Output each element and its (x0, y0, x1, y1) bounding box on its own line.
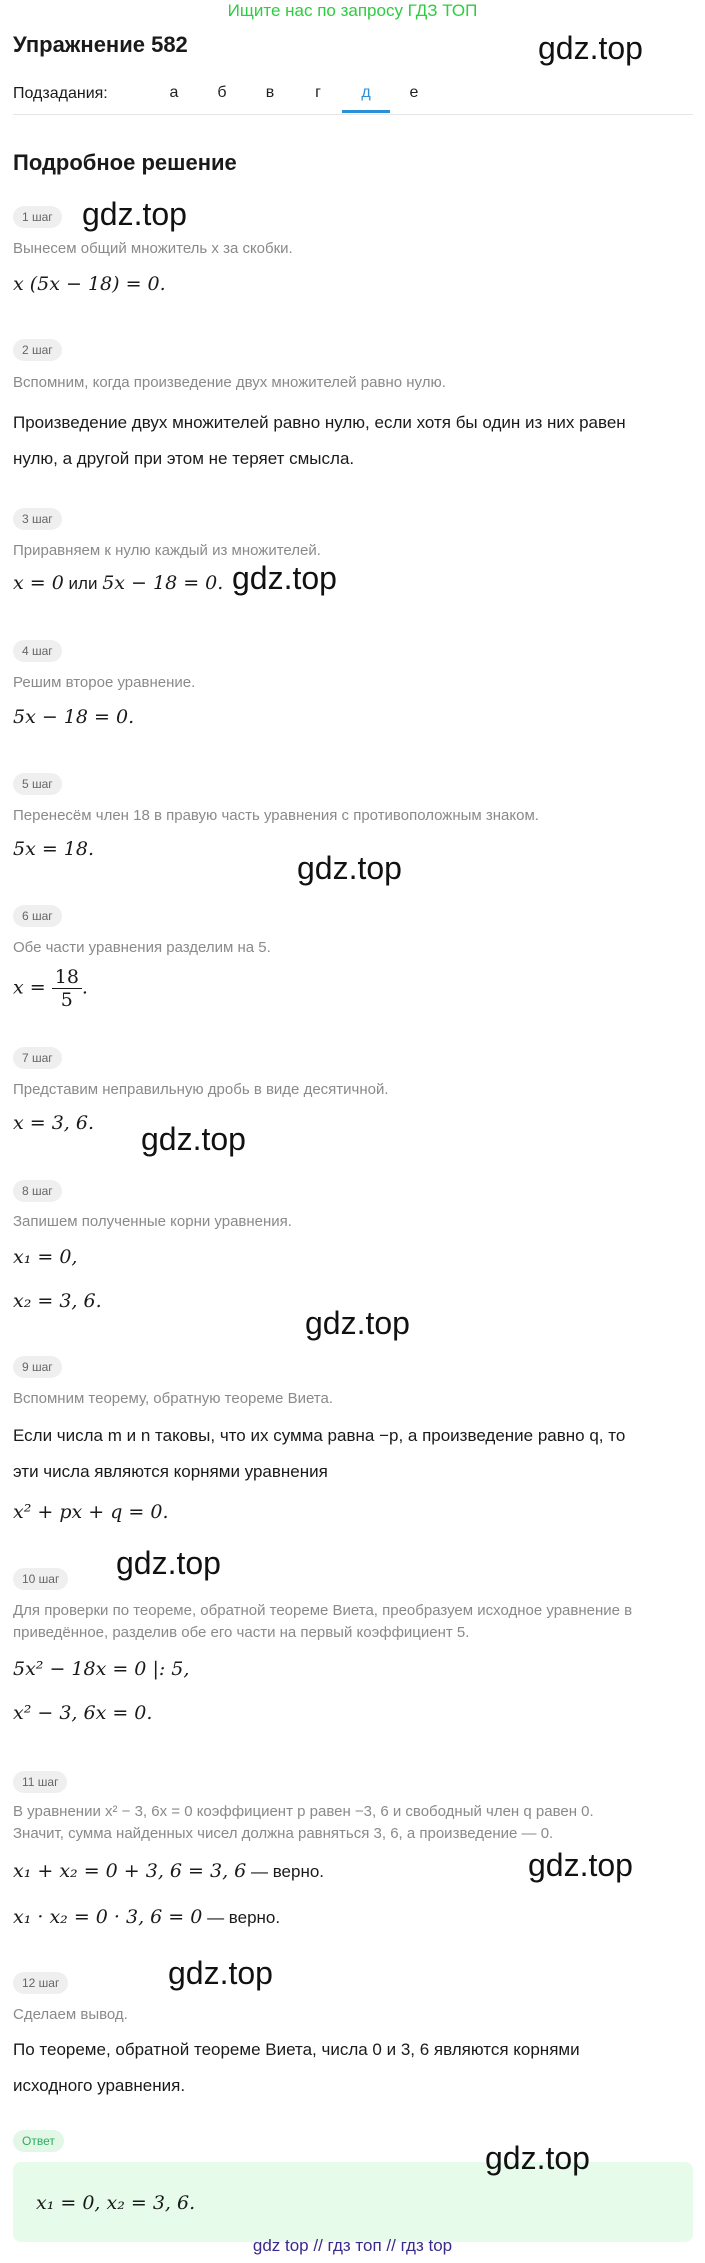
step-check-row (13, 1906, 280, 1928)
step-pill: 7 шаг (13, 1047, 62, 1069)
step-pill: 1 шаг (13, 206, 62, 228)
step-math: 5x − 18 = 0. (102, 572, 224, 594)
step-math: x₁ = 0, (13, 1246, 78, 1268)
step-math: x² − 3, 6x = 0. (13, 1702, 153, 1724)
watermark: gdz.top (485, 2140, 590, 2176)
fraction-numerator: 18 (52, 966, 82, 989)
step-body: эти числа являются корнями уравнения (13, 1462, 328, 1481)
fraction-denominator: 5 (60, 989, 73, 1011)
step-pill: 3 шаг (13, 508, 62, 530)
footer-link[interactable]: гдз top (400, 2236, 453, 2255)
watermark: gdz.top (305, 1305, 410, 1341)
step-pill: 4 шаг (13, 640, 62, 662)
step-pill: 2 шаг (13, 339, 62, 361)
watermark: gdz.top (232, 560, 337, 596)
step-text: Решим второе уравнение. (13, 674, 196, 691)
step-math: 5x − 18 = 0. (13, 706, 135, 728)
watermark: gdz.top (297, 850, 402, 886)
check-text: — верно. (246, 1862, 325, 1881)
footer-link[interactable]: гдз топ (327, 2236, 382, 2255)
page-title: Упражнение 582 (13, 32, 188, 57)
step-text: Обе части уравнения разделим на 5. (13, 939, 271, 956)
step-body: исходного уравнения. (13, 2076, 186, 2095)
watermark: gdz.top (116, 1545, 221, 1581)
step-text: Вспомним, когда произведение двух множителей равно нулю. (13, 374, 446, 391)
tab-v[interactable]: в (265, 84, 275, 101)
fraction-end: . (81, 976, 88, 999)
step-text: В уравнении x² − 3, 6x = 0 коэффициент p равен −3, 6 и свободный член q равен 0. (13, 1803, 594, 1820)
step-pill: 10 шаг (13, 1568, 68, 1590)
step-pill: 5 шаг (13, 773, 62, 795)
tab-g[interactable]: г (315, 84, 321, 101)
step-math: x (5x − 18) = 0. (13, 273, 166, 295)
step-math: x₁ + x₂ = 0 + 3, 6 = 3, 6 (13, 1860, 247, 1882)
step-pill: 11 шаг (13, 1771, 67, 1793)
step-math: x = 3, 6. (13, 1112, 95, 1134)
step-math: x₂ = 3, 6. (13, 1290, 102, 1312)
step-text: Запишем полученные корни уравнения. (13, 1213, 292, 1230)
fraction (52, 966, 82, 1011)
check-text: — верно. (202, 1908, 281, 1927)
step-text: Вынесем общий множитель x за скобки. (13, 240, 293, 257)
step-body: Если числа m и n таковы, что их сумма равна −p, а произведение равно q, то (13, 1426, 626, 1445)
search-banner: Ищите нас по запросу ГДЗ ТОП (227, 1, 478, 20)
step-body: Произведение двух множителей равно нулю, если хотя бы один из них равен (13, 413, 626, 432)
step-math: x₁ · x₂ = 0 · 3, 6 = 0 (13, 1906, 203, 1928)
tab-b[interactable]: б (217, 84, 227, 101)
watermark: gdz.top (168, 1955, 273, 1991)
step-math: x = 0 (13, 572, 64, 594)
step-pill: 6 шаг (13, 905, 62, 927)
subtask-tabs (150, 84, 438, 113)
step-text: Представим неправильную дробь в виде десятичной. (13, 1081, 389, 1098)
step-text: Перенесём член 18 в правую часть уравнения с противоположным знаком. (13, 807, 539, 824)
footer-links (0, 2236, 705, 2256)
step-pill: 9 шаг (13, 1356, 62, 1378)
tab-a[interactable]: а (169, 84, 179, 101)
answer-math: x₁ = 0, x₂ = 3, 6. (36, 2192, 196, 2214)
step-fraction-row (13, 966, 88, 1011)
step-text: Вспомним теорему, обратную теореме Виета. (13, 1390, 334, 1407)
tab-d[interactable]: д (342, 84, 390, 113)
watermark: gdz.top (82, 196, 187, 232)
or-word: или (68, 574, 98, 593)
section-title: Подробное решение (13, 150, 237, 175)
step-text: Для проверки по теореме, обратной теореме Виета, преобразуем исходное уравнение в (13, 1602, 633, 1619)
step-text: Приравняем к нулю каждый из множителей. (13, 542, 321, 559)
step-math: x² + px + q = 0. (13, 1501, 169, 1523)
watermark: gdz.top (141, 1121, 246, 1157)
step-text: Значит, сумма найденных чисел должна равняться 3, 6, а произведение — 0. (13, 1825, 554, 1842)
step-check-row (13, 1860, 324, 1882)
fraction-lhs: x = (13, 976, 46, 999)
footer-separator: // (313, 2236, 323, 2255)
step-math: 5x² − 18x = 0 |: 5, (13, 1658, 190, 1680)
footer-link[interactable]: gdz top (252, 2236, 309, 2255)
watermark: gdz.top (538, 30, 643, 66)
step-body: нулю, а другой при этом не теряет смысла. (13, 449, 355, 468)
step-pill: 12 шаг (13, 1972, 68, 1994)
subtasks-label: Подзадания: (13, 85, 108, 102)
step-math: 5x = 18. (13, 838, 95, 860)
watermark: gdz.top (528, 1847, 633, 1883)
divider (13, 114, 693, 115)
step-math-row (13, 572, 223, 594)
footer-separator: // (386, 2236, 396, 2255)
answer-pill: Ответ (13, 2130, 64, 2152)
step-text: приведённое, разделив обе его части на первый коэффициент 5. (13, 1624, 470, 1641)
step-text: Сделаем вывод. (13, 2006, 128, 2023)
tab-e[interactable]: е (409, 84, 419, 101)
step-body: По теореме, обратной теореме Виета, числа 0 и 3, 6 являются корнями (13, 2040, 580, 2059)
step-pill: 8 шаг (13, 1180, 62, 1202)
